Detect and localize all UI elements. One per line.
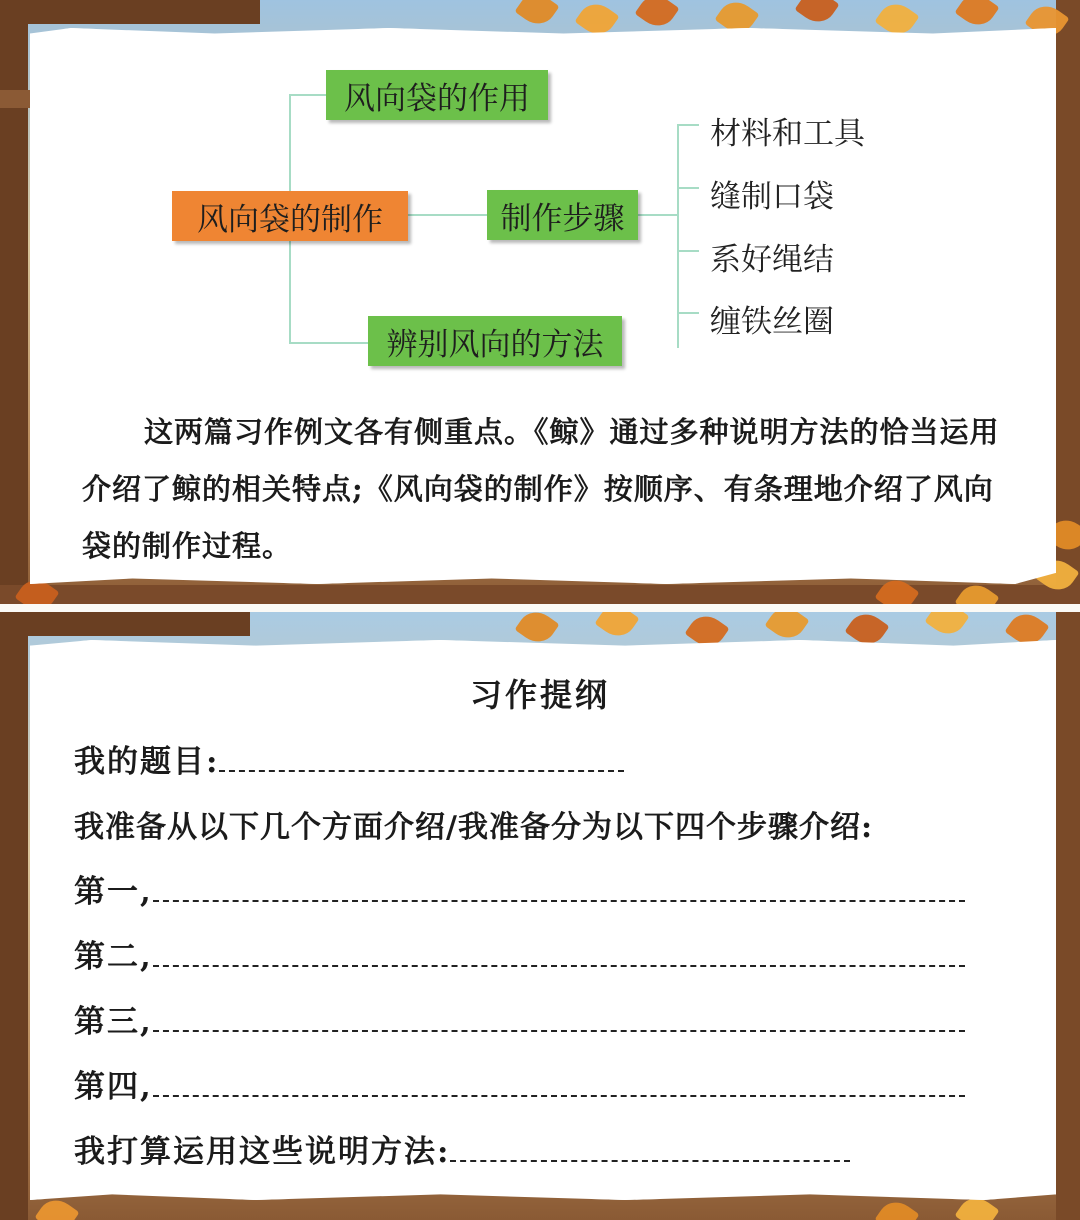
my-title-blank[interactable] bbox=[219, 750, 624, 772]
page-divider bbox=[0, 604, 1080, 612]
outline-item-label: 第二, bbox=[74, 939, 153, 975]
mindmap-branch-method: 辨别风向的方法 bbox=[368, 316, 622, 366]
outline-item-2 bbox=[74, 931, 965, 976]
outline-item-blank[interactable] bbox=[153, 1075, 965, 1097]
my-title-row bbox=[74, 736, 624, 781]
intro-line: 我准备从以下几个方面介绍/我准备分为以下四个步骤介绍: bbox=[74, 810, 874, 845]
outline-item-1 bbox=[74, 866, 965, 911]
methods-blank[interactable] bbox=[450, 1140, 850, 1162]
connector bbox=[677, 124, 699, 126]
connector bbox=[406, 214, 488, 216]
connector bbox=[289, 342, 369, 344]
outline-item-4 bbox=[74, 1061, 965, 1106]
outline-item-label: 第一, bbox=[74, 874, 153, 910]
connector bbox=[677, 187, 699, 189]
my-title-label: 我的题目: bbox=[74, 744, 220, 780]
outline-item-blank[interactable] bbox=[153, 945, 965, 967]
mindmap-branch-purpose: 风向袋的作用 bbox=[326, 70, 548, 120]
outline-item-blank[interactable] bbox=[153, 1010, 965, 1032]
summary-paragraph: 这两篇习作例文各有侧重点。《鲸》通过多种说明方法的恰当运用介绍了鲸的相关特点;《风向袋的制作》按顺序、有条理地介绍了风向袋的制作过程。 bbox=[82, 415, 1000, 563]
connector bbox=[289, 94, 327, 96]
mindmap-root: 风向袋的制作 bbox=[172, 191, 408, 241]
methods-label: 我打算运用这些说明方法: bbox=[74, 1134, 451, 1170]
outline-item-label: 第四, bbox=[74, 1069, 153, 1105]
outline-item-label: 第三, bbox=[74, 1004, 153, 1040]
connector bbox=[677, 312, 699, 314]
mindmap-step: 系好绳结 bbox=[710, 242, 834, 278]
mindmap-branch-steps: 制作步骤 bbox=[487, 190, 638, 240]
connector bbox=[677, 124, 679, 348]
methods-row bbox=[74, 1126, 850, 1171]
outline-card bbox=[30, 640, 1056, 1200]
connector bbox=[677, 250, 699, 252]
mindmap-step: 材料和工具 bbox=[710, 116, 865, 152]
outline-item-blank[interactable] bbox=[153, 880, 965, 902]
outline-title: 习作提纲 bbox=[469, 676, 610, 714]
outline-item-3 bbox=[74, 996, 965, 1041]
connector bbox=[637, 214, 677, 216]
mindmap-step: 缠铁丝圈 bbox=[710, 304, 834, 340]
mindmap-step: 缝制口袋 bbox=[710, 179, 834, 215]
